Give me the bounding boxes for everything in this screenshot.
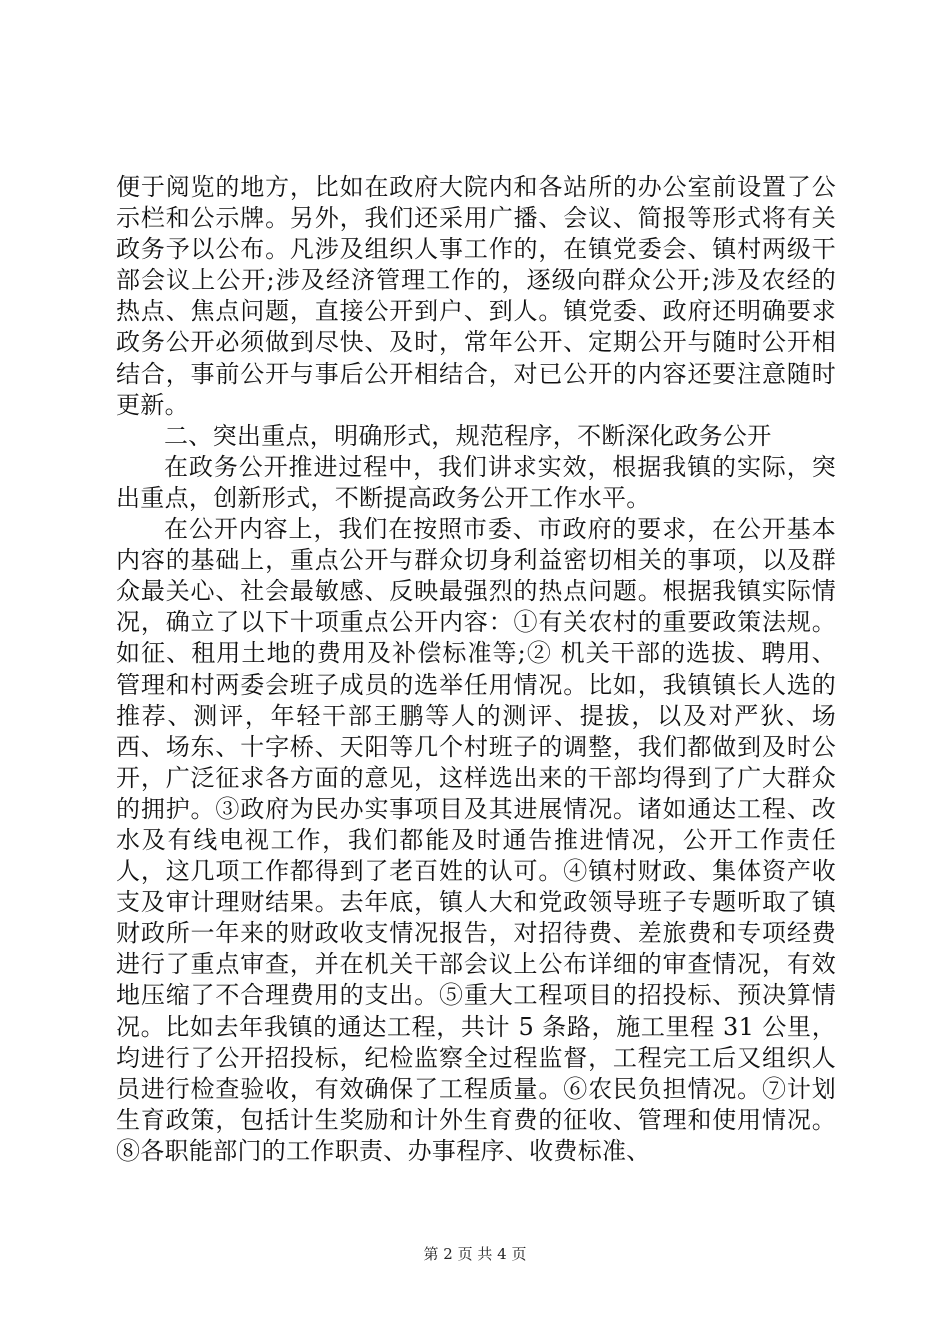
paragraph-intro: 在政务公开推进过程中，我们讲求实效，根据我镇的实际，突出重点，创新形式，不断提高政务公开工作水平。: [116, 452, 836, 512]
section-heading: 二、突出重点，明确形式，规范程序，不断深化政务公开: [164, 421, 772, 450]
paragraph-continuation: 便于阅览的地方，比如在政府大院内和各站所的办公室前设置了公示栏和公示牌。另外，我们还采用广播、会议、简报等形式将有关政务予以公布。凡涉及组织人事工作的，在镇党委会、镇村两级干部会议上公开;涉及经济管理工作的，逐级向群众公开;涉及农经的热点、焦点问题，直接公开到户、到人。镇党委、政府还明确要求政务公开必须做到尽快、及时，常年公开、定期公开与随时公开相结合，事前公开与事后公开相结合，对已公开的内容还要注意随时更新。: [116, 173, 836, 419]
document-body: [116, 172, 836, 1167]
paragraph-content: 在公开内容上，我们在按照市委、市政府的要求，在公开基本内容的基础上，重点公开与群众切身利益密切相关的事项，以及群众最关心、社会最敏感、反映最强烈的热点问题。根据我镇实际情况，确立了以下十项重点公开内容：①有关农村的重要政策法规。如征、租用土地的费用及补偿标准等;② 机关干部的选拔、聘用、管理和村两委会班子成员的选举任用情况。比如，我镇镇长人选的推荐、测评，年轻干部王鹏等人的测评、提拔，以及对严狄、场西、场东、十字桥、天阳等几个村班子的调整，我们都做到及时公开，广泛征求各方面的意见，这样选出来的干部均得到了广大群众的拥护。③政府为民办实事项目及其进展情况。诸如通达工程、改水及有线电视工作，我们都能及时通告推进情况，公开工作责任人，这几项工作都得到了老百姓的认可。④镇村财政、集体资产收支及审计理财结果。去年底，镇人大和党政领导班子专题听取了镇财政所一年来的财政收支情况报告，对招待费、差旅费和专项经费进行了重点审查，并在机关干部会议上公布详细的审查情况，有效地压缩了不合理费用的支出。⑤重大工程项目的招投标、预决算情况。比如去年我镇的通达工程，共计 5 条路，施工里程 31 公里，均进行了公开招投标，纪检监察全过程监督，工程完工后又组织人员进行检查验收，有效确保了工程质量。⑥农民负担情况。⑦计划生育政策，包括计生奖励和计外生育费的征收、管理和使用情况。⑧各职能部门的工作职责、办事程序、收费标准、: [116, 515, 836, 1165]
page-footer: 第 2 页 共 4 页: [423, 1245, 527, 1263]
